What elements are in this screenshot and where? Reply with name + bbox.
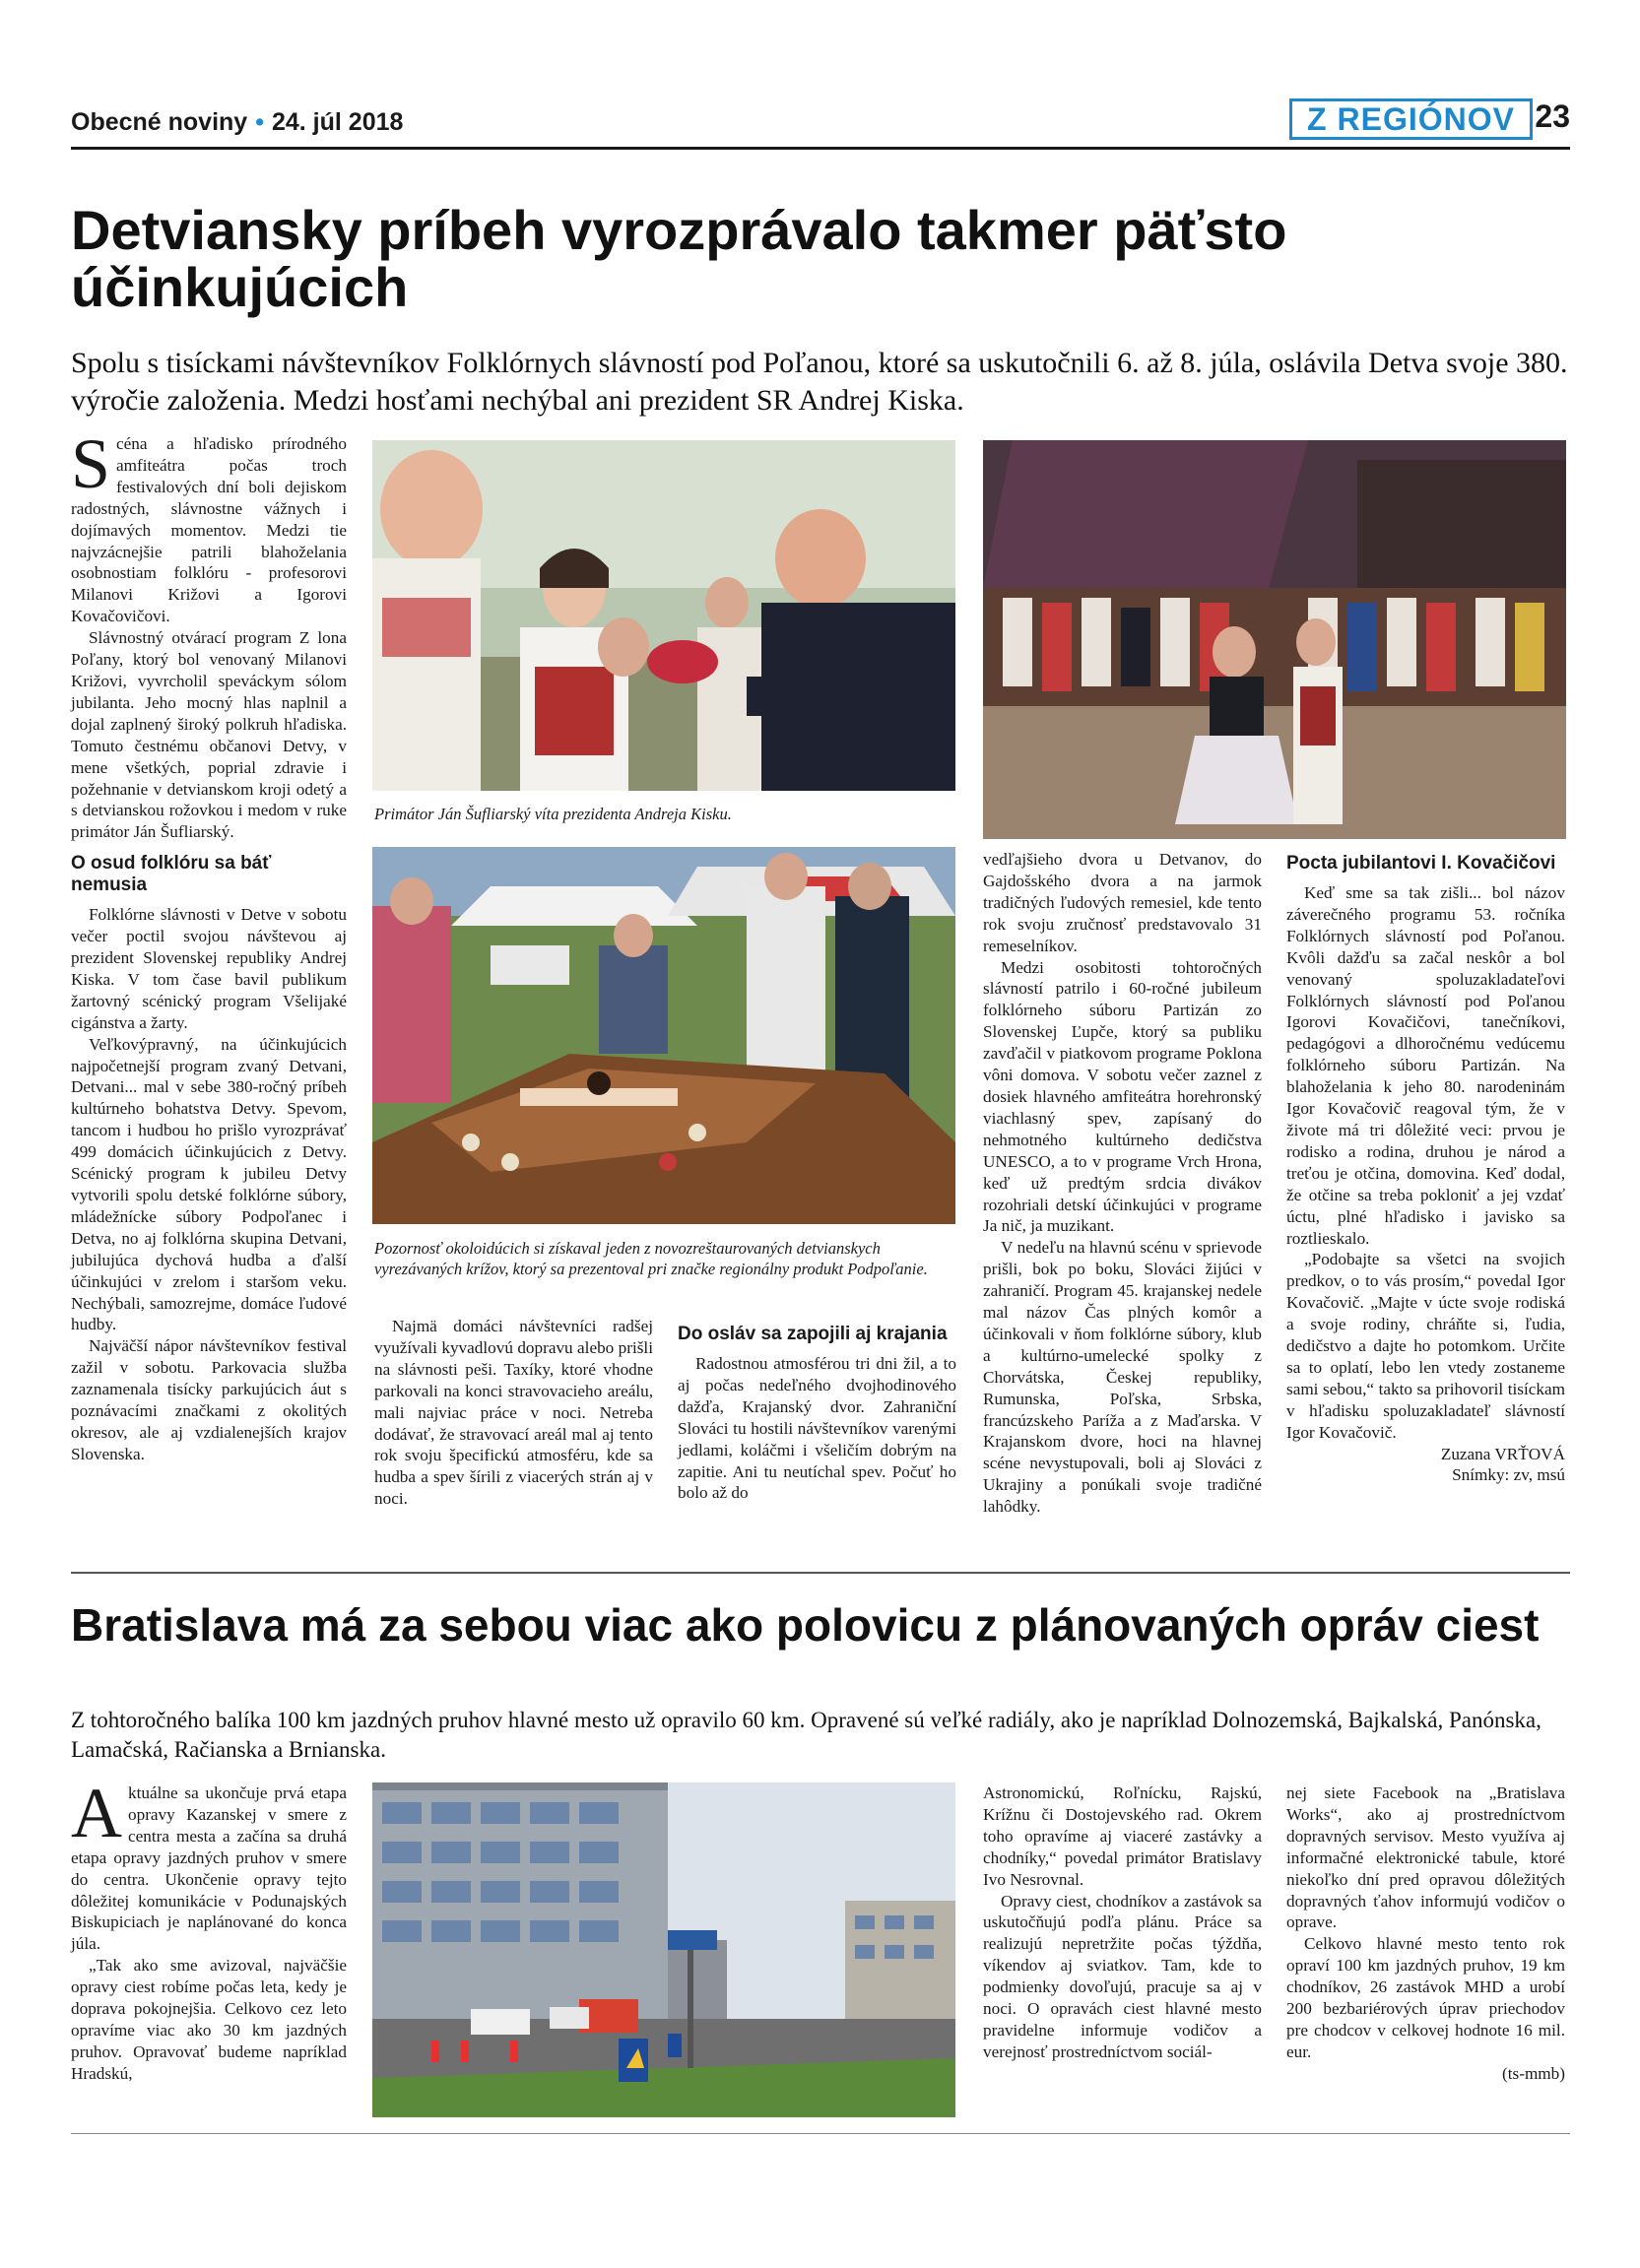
article2-paragraph: Celkovo hlavné mesto tento rok opraví 100 km jazdných pruhov, 19 km chodníkov, 26 zastávok MHD a urobí 200 bezbariérových úprav priechodov pre chodcov v celkovej hodnote 16 mil. eur. <box>1286 1934 1565 2061</box>
article1-title: Detviansky príbeh vyrozprávalo takmer päťsto účinkujúcich <box>71 199 1287 318</box>
article2-column-4 <box>983 1782 1262 2063</box>
article2-paragraph: Aktuálne sa ukončuje prvá etapa opravy Kazanskej v smere z centra mesta a začína sa druhá etapa opravy jazdných pruhov v smere do centra. Ukončenie opravy tejto dôležitej komunikácie v Podunajských Biskupiciach je naplánované do konca júla. <box>71 1774 347 1954</box>
road-repair-photo <box>372 1782 955 2117</box>
article1-subhead: Do osláv sa zapojili aj krajania <box>678 1324 948 1344</box>
article2-title: Bratislava má za sebou viac ako polovicu z plánovaných opráv ciest <box>71 1599 1540 1651</box>
photo1-caption: Primátor Ján Šufliarský víta prezidenta Andreja Kisku. <box>374 805 732 823</box>
article2-lead: Z tohtoročného balíka 100 km jazdných pruhov hlavné mesto už opravilo 60 km. Opravené sú veľké radiály, ako je napríklad Dolnozemská, Bajkalská, Panónska, Lamačská, Račianska a Brnianska. <box>71 1708 1542 1762</box>
article2-column-1 <box>71 1774 347 2085</box>
article1-subhead: Pocta jubilantovi I. Kovačičovi <box>1286 853 1556 874</box>
article1-paragraph: Medzi osobitosti tohtoročných slávností patrilo i 60-ročné jubileum folklórneho súboru Partizán zo Slovenskej Ľupče, ktorý sa publiku zavďačil v piatkovom programe Poklona vôni domova. V sobotu večer zaznel z dosiek hlavného amfiteátra horehronský viachlasný spev, zapísaný do nehmotného kultúrneho dedičstva UNESCO, a to v programe Vrch Hrona, keď už predtým srdcia divákov rozohriali detskí účinkujúci v programe Ja nič, ja muzikant. <box>983 957 1262 1236</box>
article1-column-2 <box>374 1316 653 1510</box>
carved-cross-photo <box>372 847 955 1224</box>
article2-paragraph: nej siete Facebook na „Bratislava Works“, ako aj prostredníctvom dopravných servisov. Mesto využíva aj informačné elektronické tabule, ktoré niekoľko dní pred opravou dôležitých dopravných ťahov informujú vodičov o oprave. <box>1286 1783 1565 1932</box>
article1-paragraph: Keď sme sa tak zišli... bol názov záverečného programu 53. ročníka Folklórnych slávností pod Poľanou. Kvôli dažďu sa začal neskôr a bol venovaný spoluzakladateľovi Folklórnych slávností pod Poľanou Igorovi Kovačičovi, tanečníkovi, pedagógovi a dlhoročnému vedúcemu folklórneho súboru Partizán. Na blahoželania k jeho 80. narodeninám Igor Kovačovič reagoval tým, že v živote má tri dôležité veci: prvou je rodisko a rodina, druhou je národ a treťou je otčina, domovina. Keď dodal, že otčine sa treba pokloniť a jej vzdať úctu, plné hľadisko i javisko sa roztlieskalo. <box>1286 883 1565 1248</box>
article2-paragraph: Opravy ciest, chodníkov a zastávok sa uskutočňujú podľa plánu. Práce sa realizujú nepretržite počas týždňa, víkendov aj sviatkov. Tam, kde to podmienky dovoľujú, pracuje sa aj v noci. O opravách ciest hlavné mesto pravidelne informuje vodičov a verejnosť prostredníctvom sociál- <box>983 1891 1262 2061</box>
article2-paragraph: „Tak ako sme avizoval, najväčšie opravy ciest robíme počas leta, kedy je doprava pokojnejšia. Celkovo cez leto opravíme viac ako 30 km jazdných pruhov. Opravovať budeme napríklad Hradskú, <box>71 1956 347 2083</box>
folklore-stage-photo <box>983 440 1566 839</box>
drop-cap: A <box>71 1774 122 1852</box>
photo2-caption: Pozornosť okoloidúcich si získaval jeden z novozreštaurovaných detvianskych vyrezávaných krížov, ktorý sa prezentoval pri značke regionálny produkt Podpoľanie. <box>374 1239 928 1278</box>
article1-paragraph: V nedeľu na hlavnú scénu v sprievode prišli, bok po boku, Slováci žijúci v zahraničí. Program 45. krajanskej nedele mal názov Čas plných komôr a účinkovali v ňom folklórne súbory, klub a kultúrno-umelecké spolky z Chorvátska, Českej republiky, Rumunska, Poľska, Srbska, francúzskeho Paríža a z Maďarska. V Krajanskom dvore, hoci na hlavnej scéne nevystupovali, boli aj Slováci z Ukrajiny a ponúkali svoje tradičné lahôdky. <box>983 1238 1262 1517</box>
publication-line <box>71 108 403 137</box>
president-welcome-photo <box>372 440 955 791</box>
publication-name: Obecné noviny <box>71 108 248 136</box>
article-divider <box>71 1572 1570 1574</box>
bottom-rule <box>71 2133 1570 2134</box>
page-number: 23 <box>1535 98 1570 134</box>
article2-column-5 <box>1286 1782 1565 2085</box>
article2-paragraph: Astronomickú, Roľnícku, Rajskú, Krížnu či Dostojevského rad. Okrem toho opravíme aj viaceré zastávky a chodníky,“ povedal primátor Bratislavy Ivo Nesrovnal. <box>983 1783 1262 1889</box>
article1-column-3 <box>678 1316 956 1504</box>
article1-lead: Spolu s tisíckami návštevníkov Folklórnych slávností pod Poľanou, ktoré sa uskutočnili 6. až 8. júla, oslávila Detva svoje 380. výročie založenia. Medzi hosťami nechýbal ani prezident SR Andrej Kiska. <box>71 347 1568 417</box>
article1-paragraph: Najmä domáci návštevníci radšej využívali kyvadlovú dopravu alebo prišli na slávnosti peši. Taxíky, ktoré vhodne parkovali na konci stravovacieho areálu, mali najviac práce v noci. Netreba dodávať, že stravovací areál mal aj tento rok svoju špecifickú atmosféru, kde sa hudba a spev šírili z viacerých strán aj v noci. <box>374 1317 653 1509</box>
drop-cap: S <box>71 424 111 503</box>
article1-paragraph: vedľajšieho dvora u Detvanov, do Gajdošského dvora a na jarmok tradičných ľudových remesiel, kde tento rok svoju zručnosť predstavovalo 31 remeselníkov. <box>983 850 1262 955</box>
article1-author: Zuzana VRŤOVÁ <box>1440 1444 1565 1463</box>
article1-paragraph: „Podobajte sa všetci na svojich predkov, o to vás prosím,“ povedal Igor Kovačovič. „Majte v úcte svoje rodiská a svoje rodiny, chráňte si, ľudia, dedičstvo a dajte ho potomkom. Určite sa to oplatí, lebo len vtedy zostaneme sami sebou,“ takto sa prihovoril tisíckam v hľadisku spoluzakladateľ slávností Igor Kovačovič. <box>1286 1250 1565 1442</box>
article2-author: (ts-mmb) <box>1502 2063 1565 2083</box>
issue-date: 24. júl 2018 <box>271 108 404 136</box>
section-label: Z REGIÓNOV <box>1289 98 1533 140</box>
page-header <box>71 97 1570 150</box>
article1-column-4 <box>983 849 1262 1518</box>
article1-photo-credit: Snímky: zv, msú <box>1452 1465 1565 1485</box>
article1-paragraph: Radostnou atmosférou tri dni žil, a to aj počas nedeľného dvojhodinového dažďa, Krajanský dvor. Zahraniční Slováci tu hostili návštevníkov varenými jedlami, koláčmi i všeličím dobrým na zapitie. Ani tu neutíchal spev. Počuť ho bolo až do <box>678 1354 956 1503</box>
article1-column-1 <box>71 424 347 1465</box>
article1-paragraph: Scéna a hľadisko prírodného amfiteátra počas troch festivalových dní boli dejiskom radostných, slávnostne vážnych i dojímavých momentov. Medzi tie najvzácnejšie patrili blahoželania osobnostiam folklóru - profesorovi Milanovi Križovi a Igorovi Kovačovičovi. <box>71 424 347 626</box>
article1-paragraph: Veľkovýpravný, na účinkujúcich najpočetnejší program zvaný Detvani, Detvani... mal v sebe 380-ročný príbeh kultúrneho bohatstva Detvy. Spevom, tancom i hudbou ho prišlo vyrozprávať 499 domácich účinkujúcich z Detvy. Scénický program k jubileu Detvy vytvorili spolu detské folklórne súbory, mládežnícke súbory Podpoľanec i Detva, no aj folklórna skupina Detvani, jubilujúca dychová hudba a ďalší účinkujúci v zrelom i staršom veku. Nechýbali, samozrejme, domáce ľudové hudby. <box>71 1034 347 1334</box>
article1-column-5 <box>1286 849 1565 1486</box>
article1-paragraph: Slávnostný otvárací program Z lona Poľany, ktorý bol venovaný Milanovi Križovi, vyvrcholil speváckym sólom jubilanta. Jeho mocný hlas naplnil a dojal zaplnený široký polkruh hľadiska. Tomuto čestnému občanovi Detvy, v mene všetkých, poprial zdravie i požehnanie v detvianskom kroji odetý a s detvianskou rožovkou i medom v ruke primátor Ján Šufliarský. <box>71 628 347 842</box>
article1-paragraph: Folklórne slávnosti v Detve v sobotu večer poctil svojou návštevou aj prezident Slovenskej republiky Andrej Kiska. V tom čase bavil publikum žartovný scénický program Všelijaké cigánstva a žarty. <box>71 905 347 1032</box>
article1-subhead: O osud folklóru sa báť nemusia <box>71 853 272 896</box>
separator-dot: • <box>255 108 264 136</box>
article1-paragraph: Najväčší nápor návštevníkov festival zažil v sobotu. Parkovacia služba zaznamenala tisícky parkujúcich áut s poznávacími značkami z okolitých okresov, ale aj vzdialenejších krajov Slovenska. <box>71 1336 347 1463</box>
